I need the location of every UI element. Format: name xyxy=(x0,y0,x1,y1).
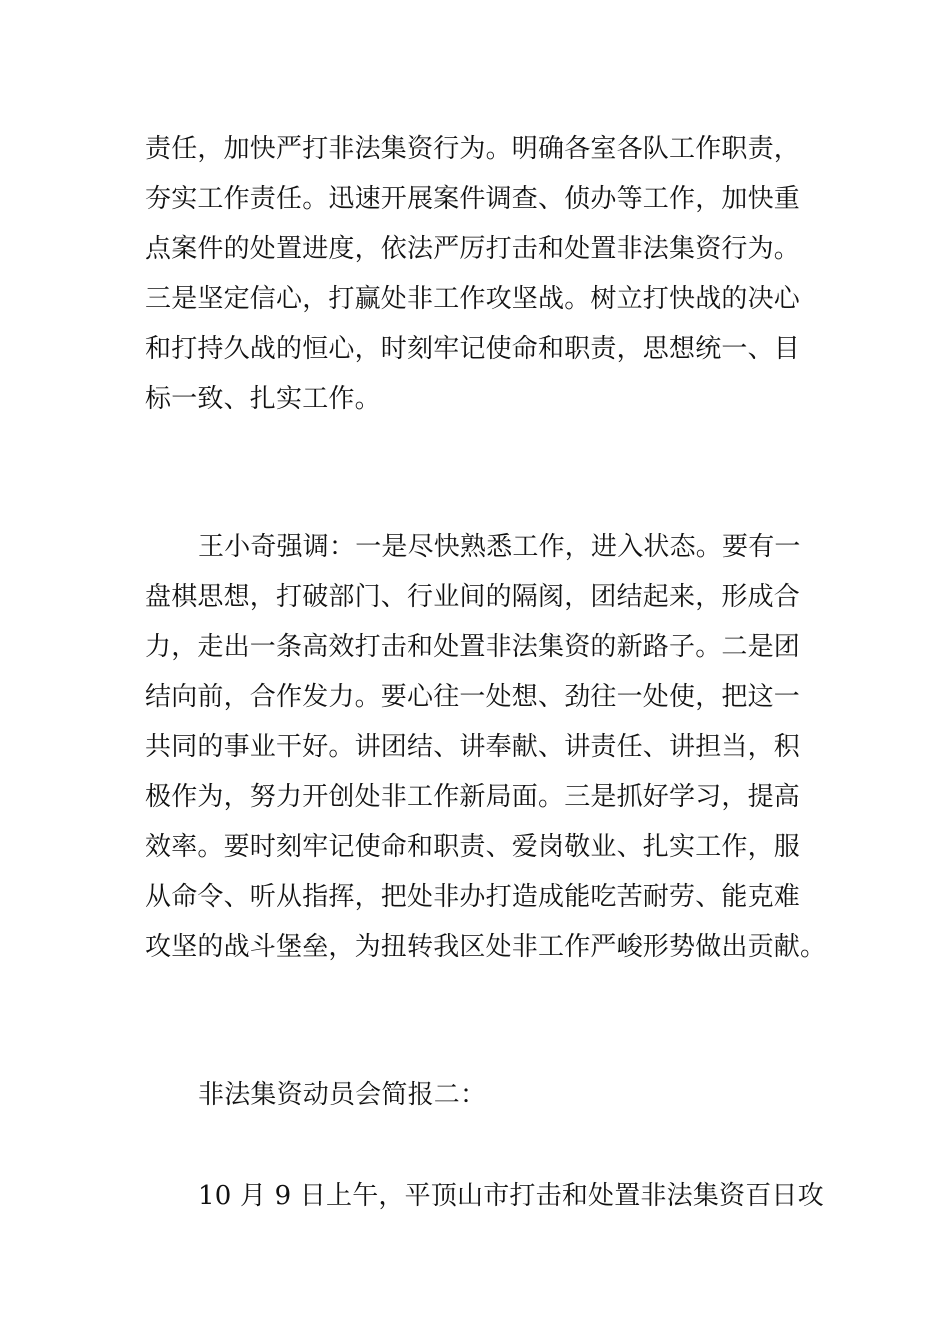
paragraph-2-line: 极作为，努力开创处非工作新局面。三是抓好学习，提高 xyxy=(145,782,801,812)
section-heading: 非法集资动员会简报二： xyxy=(198,1080,487,1110)
paragraph-2-line: 力，走出一条高效打击和处置非法集资的新路子。二是团 xyxy=(145,632,801,662)
paragraph-2-line: 王小奇强调：一是尽快熟悉工作，进入状态。要有一 xyxy=(198,532,801,562)
paragraph-1-line: 点案件的处置进度，依法严厉打击和处置非法集资行为。 xyxy=(145,234,801,264)
paragraph-1-line: 三是坚定信心，打赢处非工作攻坚战。树立打快战的决心 xyxy=(145,284,801,314)
paragraph-2-line: 攻坚的战斗堡垒，为扭转我区处非工作严峻形势做出贡献。 xyxy=(145,932,827,962)
paragraph-1-line: 标一致、扎实工作。 xyxy=(145,384,381,414)
paragraph-1-line: 和打持久战的恒心，时刻牢记使命和职责，思想统一、目 xyxy=(145,334,801,364)
paragraph-2-line: 结向前，合作发力。要心往一处想、劲往一处使，把这一 xyxy=(145,682,801,712)
paragraph-2-line: 从命令、听从指挥，把处非办打造成能吃苦耐劳、能克难 xyxy=(145,882,801,912)
paragraph-1-line: 责任，加快严打非法集资行为。明确各室各队工作职责， xyxy=(145,134,801,164)
paragraph-2-line: 共同的事业干好。讲团结、讲奉献、讲责任、讲担当，积 xyxy=(145,732,801,762)
paragraph-1-line: 夯实工作责任。迅速开展案件调查、侦办等工作，加快重 xyxy=(145,184,801,214)
paragraph-2-line: 盘棋思想，打破部门、行业间的隔阂，团结起来，形成合 xyxy=(145,582,801,612)
paragraph-2-line: 效率。要时刻牢记使命和职责、爱岗敬业、扎实工作，服 xyxy=(145,832,801,862)
paragraph-3-line: 10 月 9 日上午，平顶山市打击和处置非法集资百日攻 xyxy=(198,1181,824,1211)
